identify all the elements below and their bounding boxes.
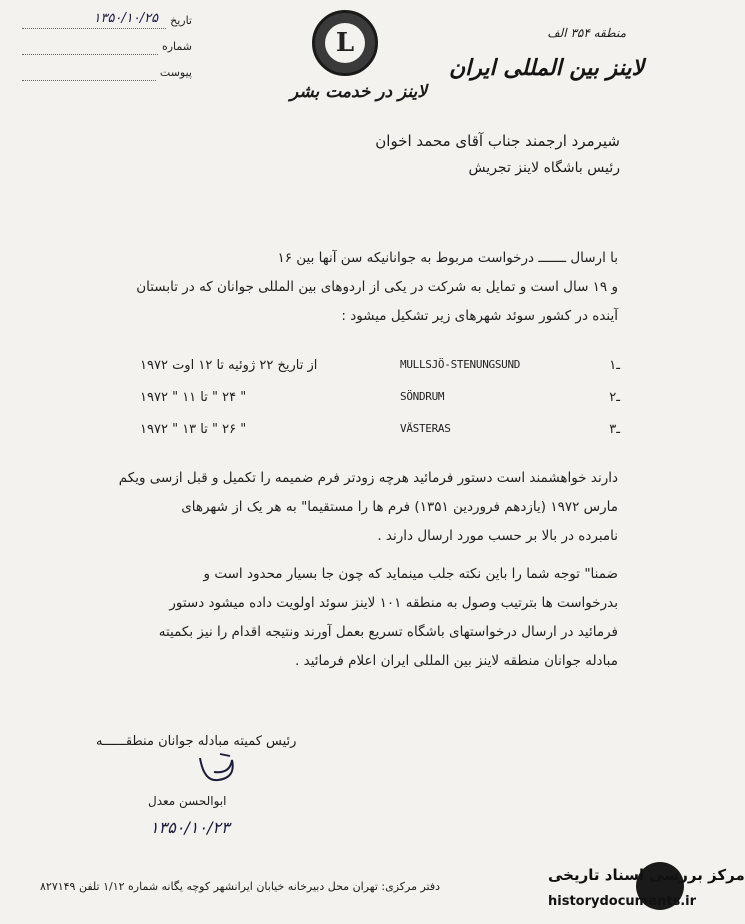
camp-city: VÄSTERAS	[400, 422, 451, 435]
paragraph-2-line: مارس ۱۹۷۲ (یازدهم فروردین ۱۳۵۱) فرم ها را مستقیما" به هر یک از شهرهای	[181, 499, 618, 515]
paragraph-2	[58, 464, 618, 551]
camp-dates: " ۲۶ " تا ۱۳ " ۱۹۷۲	[140, 422, 247, 437]
number-field	[22, 34, 192, 60]
footer-address: دفتر مرکزی: تهران محل دبیرخانه خیابان ایرانشهر کوچه یگانه شماره ۱/۱۲ تلفن ۸۲۷۱۴۹	[40, 880, 441, 893]
number-label: شماره	[161, 40, 192, 53]
paragraph-2-line: نامبرده در بالا بر حسب مورد ارسال دارند .	[377, 528, 618, 544]
camp-city: SÖNDRUM	[400, 390, 445, 403]
paragraph-1-line: با ارسال ـــــــ درخواست مربوط به جوانانیکه سن آنها بین ۱۶	[277, 250, 618, 266]
recipient-line-1: شیرمرد ارجمند جناب آقای محمد اخوان	[375, 132, 620, 150]
paragraph-3-line: بدرخواست ها بترتیب وصول به منطقه ۱۰۱ لاینز سوئد اولویت داده میشود دستور	[169, 595, 618, 611]
paragraph-1-line: و ۱۹ سال است و تمایل به شرکت در یکی از اردوهای بین المللی جوانان که در تابستان	[136, 279, 618, 295]
camp-row	[100, 390, 620, 416]
attachment-label: پیوست	[159, 66, 192, 79]
region-label: منطقه ۳۵۴ الف	[547, 26, 626, 40]
motto: لاینز در خدمت بشر	[290, 82, 427, 102]
attachment-field	[22, 60, 192, 86]
date-label: تاریخ	[170, 14, 192, 27]
paragraph-1	[58, 244, 618, 331]
archive-url: historydocuments.ir	[548, 894, 697, 909]
paragraph-2-line: دارند خواهشمند است دستور فرمائید هرچه زودتر فرم ضمیمه را تکمیل و قبل ازسی ویکم	[118, 470, 618, 486]
camp-row	[100, 422, 620, 448]
signature-mark	[196, 752, 242, 786]
camp-number: ـ۳	[609, 422, 620, 437]
camp-dates: " ۲۴ " تا ۱۱ " ۱۹۷۲	[140, 390, 247, 405]
date-field	[22, 8, 192, 34]
logo-letter: L	[325, 23, 365, 63]
paragraph-1-line: آینده در کشور سوئد شهرهای زیر تشکیل میشود :	[341, 308, 618, 324]
paragraph-3-line: ضمنا" توجه شما را باین نکته جلب مینماید که چون جا بسیار محدود است و	[203, 566, 618, 582]
recipient-line-2: رئیس باشگاه لاینز تجریش	[468, 160, 620, 176]
camp-dates: از تاریخ ۲۲ ژوئیه تا ۱۲ اوت ۱۹۷۲	[140, 358, 318, 373]
paragraph-3-line: مبادله جوانان منطقه لاینز بین المللی ایران اعلام فرمائید .	[295, 653, 618, 669]
archive-name: مرکز بررسی اسناد تاریخی	[548, 866, 745, 884]
closing-title: رئیس کمیته مبادله جوانان منطقــــــه	[96, 734, 297, 749]
lions-logo	[312, 10, 378, 76]
camp-number: ـ۱	[609, 358, 620, 373]
camp-row	[100, 358, 620, 384]
camp-number: ـ۲	[609, 390, 620, 405]
header-fields	[22, 8, 192, 86]
paragraph-3-line: فرمائید در ارسال درخواستهای باشگاه تسریع بعمل آورند ونتیجه اقدام را نیز بکمیته	[158, 624, 618, 640]
paragraph-3	[58, 560, 618, 676]
camp-city: MULLSJÖ-STENUNGSUND	[400, 358, 521, 371]
signature-date: ۱۳۵۰/۱۰/۲۳	[150, 818, 230, 837]
date-value: ۱۳۵۰/۱۰/۲۵	[93, 10, 159, 26]
organization-name: لاینز بین المللی ایران	[448, 56, 644, 81]
signer-name: ابوالحسن معدل	[148, 794, 227, 808]
